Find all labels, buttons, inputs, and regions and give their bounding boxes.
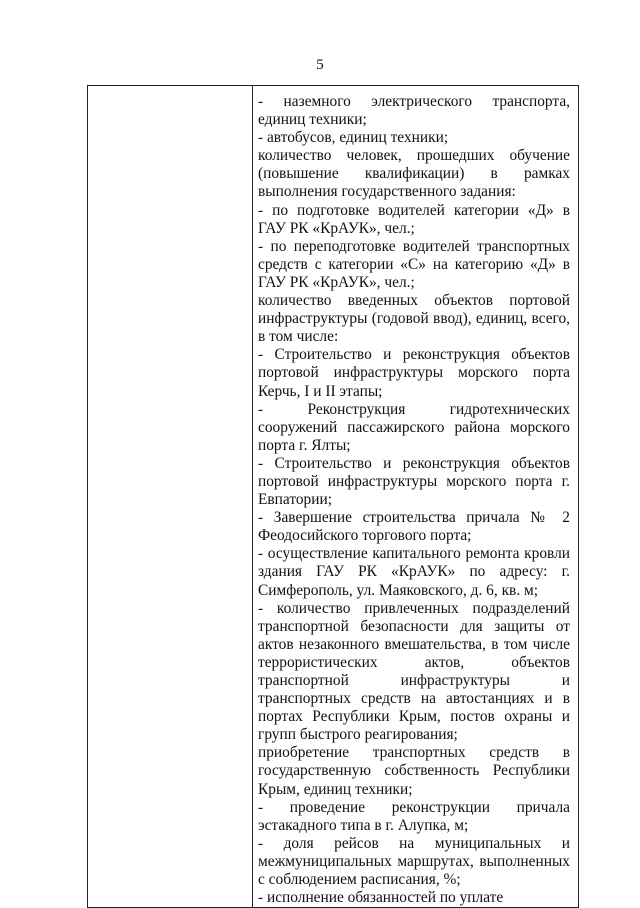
cell-line: - Строительство и реконструкция объектов портовой инфраструктуры морского порта Керчь, I и II этапы; xyxy=(258,346,570,400)
cell-line: - Реконструкция гидротехнических сооружений пассажирского района морского порта г. Ялты; xyxy=(258,400,570,454)
cell-line: приобретение транспортных средств в государственную собственность Республики Крым, единиц техники; xyxy=(258,744,570,798)
cell-line: количество человек, прошедших обучение (повышение квалификации) в рамках выполнения государственного задания: xyxy=(258,147,570,201)
cell-line: - автобусов, единиц техники; xyxy=(258,129,449,147)
page-number: 5 xyxy=(316,57,324,73)
right-cell xyxy=(253,86,579,908)
cell-line: - по переподготовке водителей транспортных средств с категории «С» на категорию «Д» в ГАУ РК «КрАУК», чел.; xyxy=(258,237,570,291)
table-row xyxy=(88,86,579,908)
document-table xyxy=(87,85,579,908)
cell-line: - осуществление капитального ремонта кровли здания ГАУ РК «КрАУК» по адресу: г. Симферополь, ул. Маяковского, д. 6, кв. м; xyxy=(258,545,570,599)
cell-line: - доля рейсов на муниципальных и межмуниципальных маршрутах, выполненных с соблюдением расписания, %; xyxy=(258,834,570,889)
cell-line: - исполнение обязанностей по уплате xyxy=(258,889,504,907)
cell-line: - по подготовке водителей категории «Д» в ГАУ РК «КрАУК», чел.; xyxy=(258,201,570,237)
cell-line: - количество привлеченных подразделений транспортной безопасности для защиты от актов незаконного вмешательства, в том числе террористических актов, объектов транспортной инфраструктуры и транспортных средств на автостанциях и в портах Республики Крым, постов охраны и групп быстрого реагирования; xyxy=(258,599,570,744)
cell-line: - наземного электрического транспорта, единиц техники; xyxy=(258,93,570,129)
cell-line: - Завершение строительства причала № 2 Феодосийского торгового порта; xyxy=(258,509,570,545)
right-cell-text xyxy=(258,93,570,907)
cell-line: - проведение реконструкции причала эстакадного типа в г. Алупка, м; xyxy=(258,798,570,834)
cell-line: количество введенных объектов портовой инфраструктуры (годовой ввод), единиц, всего, в том числе: xyxy=(258,292,570,346)
cell-line: - Строительство и реконструкция объектов портовой инфраструктуры морского порта г. Евпатории; xyxy=(258,454,570,509)
left-cell xyxy=(88,86,253,908)
